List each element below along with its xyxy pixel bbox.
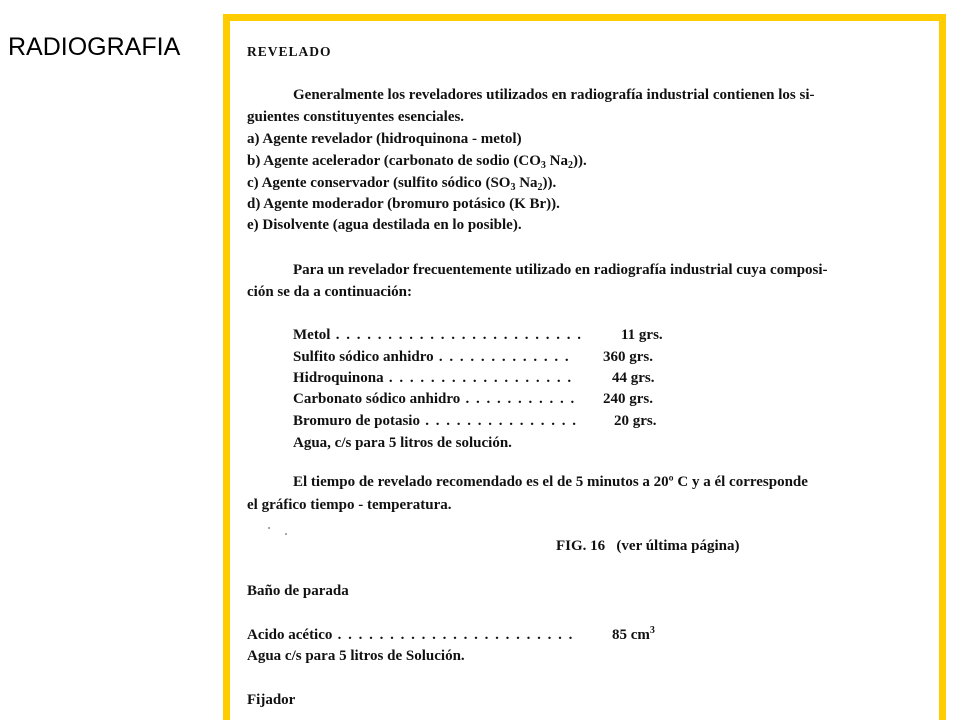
time-paragraph-line-1: El tiempo de revelado recomendado es el de 5 minutos a 20º C y a él corresponde (293, 474, 808, 490)
scan-speck (285, 533, 287, 535)
formula-leader-dots: . . . . . . . . . . . . . (433, 349, 571, 365)
constituent-a: a) Agente revelador (hidroquinona - metol) (247, 131, 522, 147)
formula-leader-dots: . . . . . . . . . . . (460, 391, 576, 407)
scan-speck (268, 527, 270, 529)
figure-reference (556, 537, 739, 555)
formula-leader-dots: . . . . . . . . . . . . . . . (419, 413, 578, 429)
formula-quantity: 20 grs. (614, 413, 657, 429)
figure-note: (ver última página) (616, 538, 740, 554)
stop-bath-water-line: Agua c/s para 5 litros de Solución. (247, 648, 465, 664)
formula-row (293, 326, 582, 344)
fixer-heading: Fijador (247, 692, 296, 708)
intro-paragraph-line-2: guientes constituyentes esenciales. (247, 109, 465, 125)
acetic-acid-name: Acido acético (247, 627, 333, 643)
formula-leader-dots: . . . . . . . . . . . . . . . . . . . . . . . . (330, 327, 583, 343)
formula-quantity: 360 grs. (603, 349, 653, 365)
formula-intro-line-2: ción se da a continuación: (247, 284, 413, 300)
formula-row (293, 412, 577, 430)
formula-quantity: 11 grs. (621, 327, 663, 343)
stop-bath-heading: Baño de parada (247, 583, 349, 599)
acetic-acid-row (247, 626, 574, 644)
time-paragraph-line-2: el gráfico tiempo - temperatura. (247, 497, 452, 513)
figure-label: FIG. 16 (556, 538, 606, 554)
constituent-d: d) Agente moderador (bromuro potásico (K Br)). (247, 196, 560, 212)
formula-ingredient-name: Hidroquinona (293, 370, 384, 386)
formula-ingredient-name: Metol (293, 327, 331, 343)
formula-row (293, 369, 573, 387)
formula-leader-dots: . . . . . . . . . . . . . . . . . . (383, 370, 573, 386)
acetic-acid-quantity: 85 $cm^3$ (612, 625, 655, 643)
formula-water-line: Agua, c/s para 5 litros de solución. (293, 435, 512, 451)
formula-intro-line-1: Para un revelador frecuentemente utilizado en radiografía industrial cuya composi- (293, 262, 828, 278)
formula-quantity: 240 grs. (603, 391, 653, 407)
scanned-document-frame (223, 14, 946, 720)
formula-ingredient-name: Bromuro de potasio (293, 413, 420, 429)
constituent-e: e) Disolvente (agua destilada en lo posible). (247, 217, 522, 233)
formula-ingredient-name: Carbonato sódico anhidro (293, 391, 461, 407)
scanned-document-page (230, 21, 939, 720)
constituent-b: b) Agente acelerador (carbonato de sodio ($CO_3$ $Na_2$)). (247, 153, 587, 171)
formula-row (293, 348, 570, 366)
formula-row (293, 390, 576, 408)
acetic-leader-dots: . . . . . . . . . . . . . . . . . . . . . . . (332, 627, 574, 643)
constituent-c: c) Agente conservador (sulfito sódico ($SO_3$ $Na_2$)). (247, 175, 557, 193)
formula-ingredient-name: Sulfito sódico anhidro (293, 349, 434, 365)
intro-paragraph-line-1: Generalmente los reveladores utilizados en radiografía industrial contienen los si- (293, 87, 815, 103)
formula-quantity: 44 grs. (612, 370, 655, 386)
slide-title: RADIOGRAFIA (8, 33, 181, 61)
section-heading-revelado: REVELADO (247, 44, 332, 59)
